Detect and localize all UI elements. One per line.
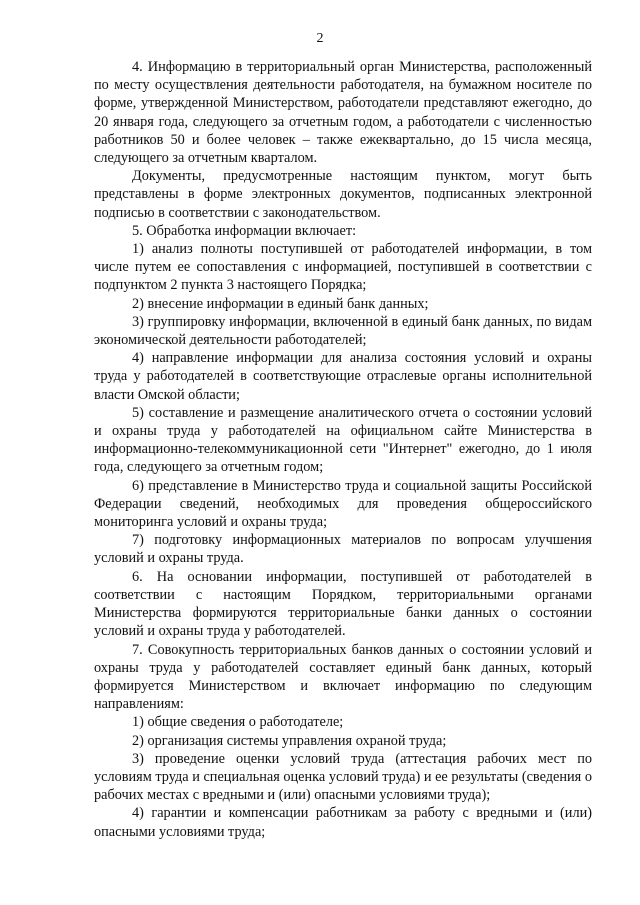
- list-item-5-1: 1) анализ полноты поступившей от работодателей информации, в том числе путем ее сопоставления с информацией, поступившей в соответствии с подпунктом 2 пункта 3 настоящего Порядка;: [94, 241, 592, 294]
- list-item-5-6: 6) представление в Министерство труда и социальной защиты Российской Федерации сведений, необходимых для проведения общероссийского мониторинга условий и охраны труда;: [94, 477, 592, 531]
- document-body: [94, 58, 592, 841]
- list-item-5-5: 5) составление и размещение аналитического отчета о состоянии условий и охраны труда у работодателей на официальном сайте Министерства в информационно-телекоммуникационной сети "Интернет" ежегодно, до 1 июля года, следующего за отчетным годом;: [94, 404, 592, 476]
- paragraph-7: 7. Совокупность территориальных банков данных о состоянии условий и охраны труда у работодателей составляет единый банк данных, который формируется Министерством и включает информацию по следующим направлениям:: [94, 641, 592, 713]
- paragraph-4: 4. Информацию в территориальный орган Министерства, расположенный по месту осуществления деятельности работодателя, на бумажном носителе по форме, утвержденной Министерством, работодатели представляют ежегодно, до 20 января года, следующего за отчетным годом, а работодатели с численностью работников 50 и более человек – также ежеквартально, до 15 числа месяца, следующего за отчетным кварталом.: [94, 59, 592, 167]
- list-item-5-2: 2) внесение информации в единый банк данных;: [132, 295, 429, 312]
- paragraph-documents: Документы, предусмотренные настоящим пунктом, могут быть представлены в форме электронных документов, подписанных электронной подписью в соответствии с законодательством.: [94, 168, 592, 221]
- paragraph-6: 6. На основании информации, поступившей от работодателей в соответствии с настоящим Порядком, территориальными органами Министерства формируются территориальные банки данных о состоянии условий и охраны труда у работодателей.: [94, 568, 592, 640]
- paragraph-5: 5. Обработка информации включает:: [132, 222, 357, 239]
- list-item-7-4: 4) гарантии и компенсации работникам за работу с вредными и (или) опасными условиями труда;: [94, 805, 592, 840]
- list-item-5-7: 7) подготовку информационных материалов по вопросам улучшения условий и охраны труда.: [94, 532, 592, 567]
- list-item-7-3: 3) проведение оценки условий труда (аттестация рабочих мест по условиям труда и специальная оценка условий труда) и ее результаты (сведения о рабочих местах с вредными и (или) опасными условиями труда);: [94, 750, 592, 804]
- page-number: 2: [316, 31, 324, 46]
- list-item-5-4: 4) направление информации для анализа состояния условий и охраны труда у работодателей в соответствующие отраслевые органы исполнительной власти Омской области;: [94, 350, 592, 403]
- list-item-7-2: 2) организация системы управления охраной труда;: [132, 732, 447, 749]
- list-item-5-3: 3) группировку информации, включенной в единый банк данных, по видам экономической деятельности работодателей;: [94, 313, 592, 349]
- list-item-7-1: 1) общие сведения о работодателе;: [132, 714, 344, 731]
